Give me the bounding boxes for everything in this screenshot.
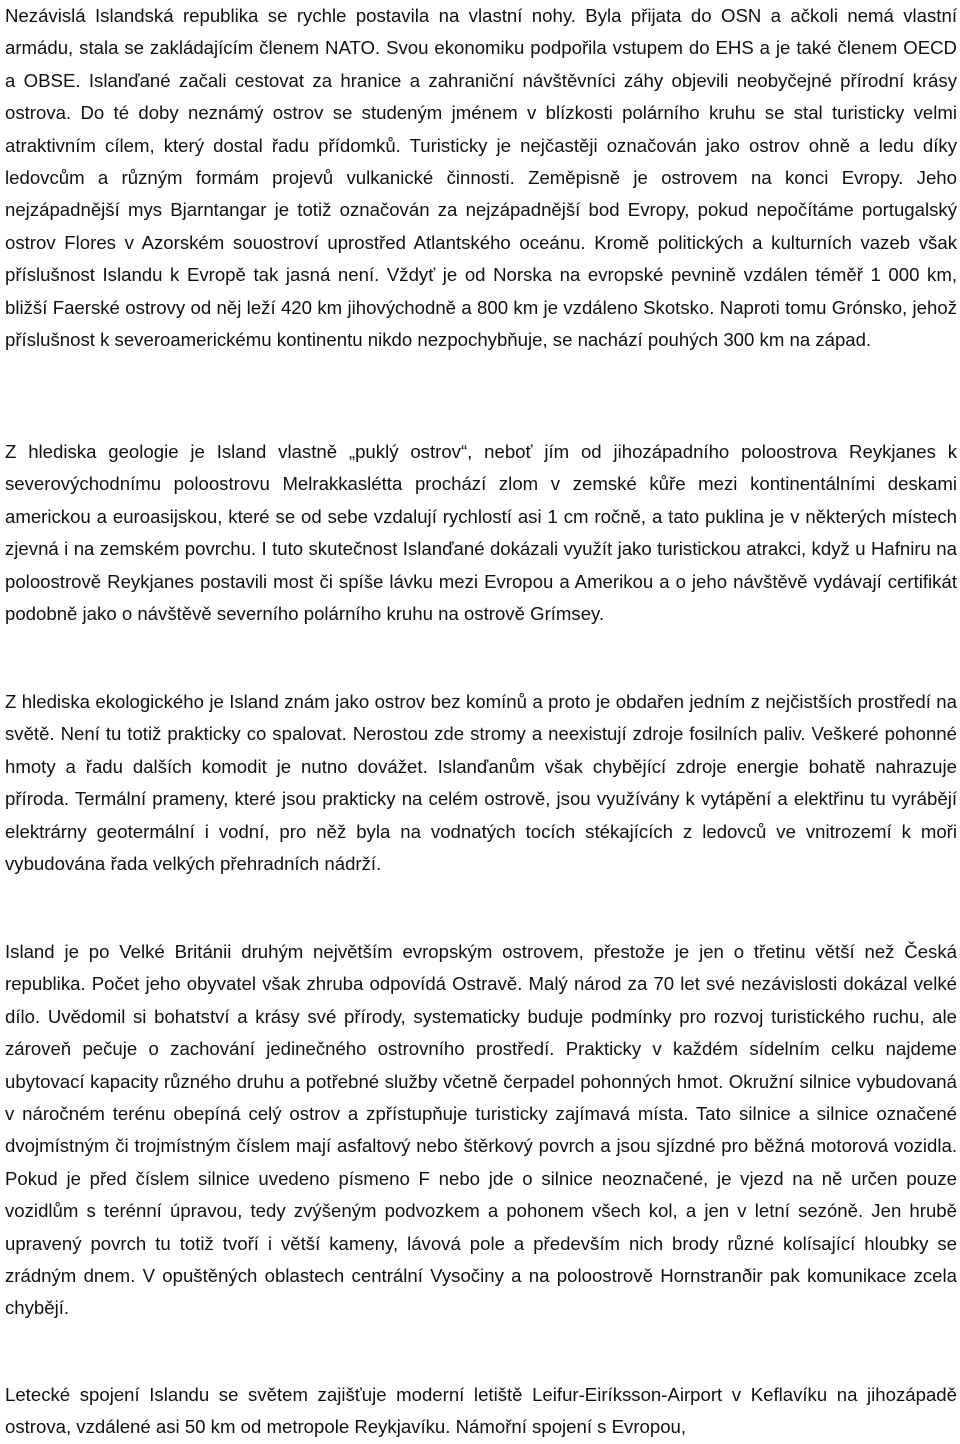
paragraph-transport: Letecké spojení Islandu se světem zajišťuje moderní letiště Leifur-Eiríksson-Airport v Keflavíku na jihozápadě ostrova, vzdálené asi 50 km od metropole Reykjavíku. Námořní spojení s Evropou, [5, 1384, 957, 1438]
paragraph-geology: Z hlediska geologie je Island vlastně „puklý ostrov“, neboť jím od jihozápadního poloostrova Reykjanes k severovýchodnímu poloostrovu Melrakkaslétta prochází zlom v zemské kůře mezi kontinentálními deskami americkou a euroasijskou, které se od sebe vzdalují rychlostí asi 1 cm ročně, a tato puklina je v některých místech zjevná i na zemském povrchu. I tuto skutečnost Islanďané dokázali využít jako turistickou atrakci, když u Hafniru na poloostrově Reykjanes postavili most či spíše lávku mezi Evropou a Amerikou a o jeho návštěvě vydávají certifikát podobně jako o návštěvě severního polárního kruhu na ostrově Grímsey. [5, 441, 957, 625]
paragraph-ecology: Z hlediska ekologického je Island znám jako ostrov bez komínů a proto je obdařen jedním z nejčistších prostředí na světě. Není tu totiž prakticky co spalovat. Nerostou zde stromy a neexistují zdroje fosilních paliv. Veškeré pohonné hmoty a řadu dalších komodit je nutno dovážet. Islanďanům však chybějící zdroje energie bohatě nahrazuje příroda. Termální prameny, které jsou prakticky na celém ostrově, jsou využívány k vytápění a elektřinu tu vyrábějí elektrárny geotermální i vodní, pro něž byla na vodnatých tocích stékajících z ledovců ve vnitrozemí k moři vybudována řada velkých přehradních nádrží. [5, 691, 957, 875]
paragraph-tourism: Island je po Velké Británii druhým největším evropským ostrovem, přestože je jen o třetinu větší než Česká republika. Počet jeho obyvatel však zhruba odpovídá Ostravě. Malý národ za 70 let své nezávislosti dokázal velké dílo. Uvědomil si bohatství a krásy své přírody, systematicky buduje podmínky pro rozvoj turistického ruchu, ale zároveň pečuje o zachování jedinečného ostrovního prostředí. Prakticky v každém sídelním celku najdeme ubytovací kapacity různého druhu a potřebné služby včetně čerpadel pohonných hmot. Okružní silnice vybudovaná v náročném terénu obepíná celý ostrov a zpřístupňuje turisticky zajímavá místa. Tato silnice a silnice označené dvojmístným či trojmístným číslem mají asfaltový nebo štěrkový povrch a jsou sjízdné pro běžná motorová vozidla. Pokud je před číslem silnice uvedeno písmeno F nebo jde o silnice neoznačené, je vjezd na ně určen pouze vozidlům s terénní úpravou, tedy zvýšeným podvozkem a pohonem všech kol, a jen v letní sezóně. Jen hrubě upravený povrch tu totiž tvoří i větší kameny, lávová pole a především nich brody různé kolísající hloubky se zrádným dnem. V opuštěných oblastech centrální Vysočiny a na poloostrově Hornstranðir pak komunikace zcela chybějí. [5, 941, 957, 1319]
paragraph-independence: Nezávislá Islandská republika se rychle postavila na vlastní nohy. Byla přijata do OSN a ačkoli nemá vlastní armádu, stala se zakládajícím členem NATO. Svou ekonomiku podpořila vstupem do EHS a je také členem OECD a OBSE. Islanďané začali cestovat za hranice a zahraniční návštěvníci záhy objevili neobyčejné přírodní krásy ostrova. Do té doby neznámý ostrov se studeným jménem v blízkosti polárního kruhu se stal turisticky velmi atraktivním cílem, který dostal řadu přídomků. Turisticky je nejčastěji označován jako ostrov ohně a ledu díky ledovcům a různým formám projevů vulkanické činnosti. Zeměpisně je ostrovem na konci Evropy. Jeho nejzápadnější mys Bjarntangar je totiž označován za nejzápadnější bod Evropy, pokud nepočítáme portugalský ostrov Flores v Azorském souostroví uprostřed Atlantského oceánu. Kromě politických a kulturních vazeb však příslušnost Islandu k Evropě tak jasná není. Vždyť je od Norska na evropské pevnině vzdálen téměř 1 000 km, bližší Faerské ostrovy od něj leží 420 km jihovýchodně a 800 km je vzdáleno Skotsko. Naproti tomu Grónsko, jehož příslušnost k severoamerickému kontinentu nikdo nezpochybňuje, se nachází pouhých 300 km na západ. [5, 5, 957, 351]
